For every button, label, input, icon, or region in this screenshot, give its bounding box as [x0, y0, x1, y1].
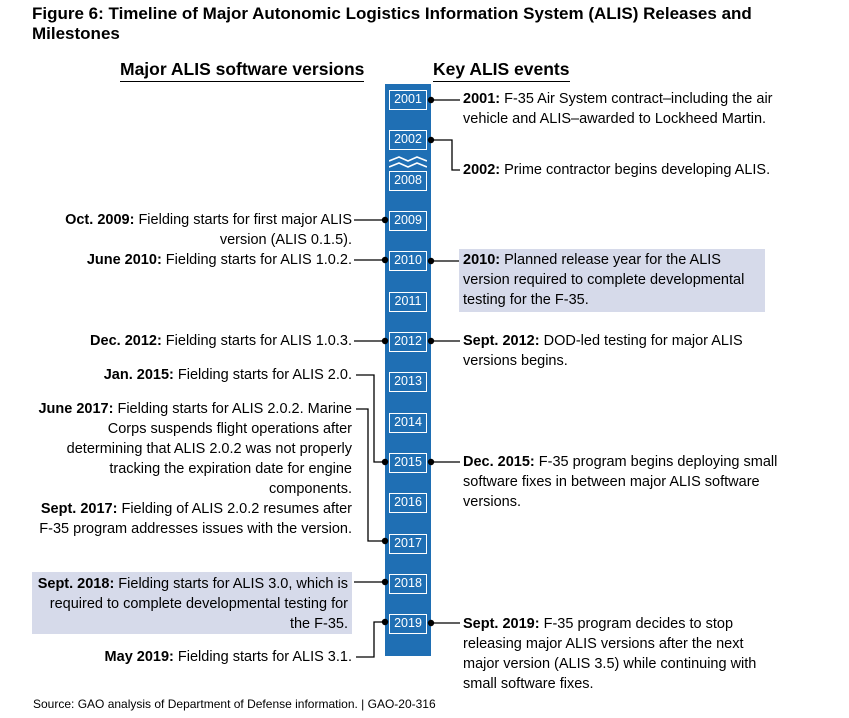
source-note: Source: GAO analysis of Department of Defense information. | GAO-20-316	[33, 697, 436, 711]
year-2010: 2010	[389, 251, 427, 271]
right-event-sept-2019: Sept. 2019: F-35 program decides to stop releasing major ALIS versions after the next major version (ALIS 3.5) while continuing with small software fixes.	[463, 616, 757, 692]
dot-2010-left	[382, 257, 388, 263]
year-2016: 2016	[389, 493, 427, 513]
year-2001: 2001	[389, 90, 427, 110]
year-2009: 2009	[389, 211, 427, 231]
right-column-header: Key ALIS events	[433, 59, 570, 82]
dot-2015-left	[382, 459, 388, 465]
left-event-sept-2017: Sept. 2017: Fielding of ALIS 2.0.2 resumes after F-35 program addresses issues with the version.	[39, 501, 352, 537]
dot-2009-left	[382, 217, 388, 223]
right-event-sept-2012: Sept. 2012: DOD-led testing for major ALIS versions begins.	[463, 333, 743, 369]
left-event-may-2019: May 2019: Fielding starts for ALIS 3.1.	[104, 649, 352, 665]
left-event-june-2017: June 2017: Fielding starts for ALIS 2.0.2. Marine Corps suspends flight operations after determining that ALIS 2.0.2 was not properly tracking the expiration date for engine components.	[38, 401, 352, 497]
year-2017: 2017	[389, 534, 427, 554]
year-2008: 2008	[389, 171, 427, 191]
dot-2010-right	[428, 258, 434, 264]
dot-2015-right	[428, 459, 434, 465]
dot-2012-left	[382, 338, 388, 344]
dot-2019-left	[382, 619, 388, 625]
right-event-2002: 2002: Prime contractor begins developing ALIS.	[463, 162, 771, 178]
left-event-sept-2018: Sept. 2018: Fielding starts for ALIS 3.0, which is required to complete developmental testing for the F-35.	[32, 572, 352, 634]
left-event-dec-2012: Dec. 2012: Fielding starts for ALIS 1.0.3.	[90, 333, 352, 349]
right-event-dec-2015: Dec. 2015: F-35 program begins deploying small software fixes in between major ALIS software versions.	[463, 454, 778, 510]
dot-2018-left	[382, 579, 388, 585]
year-2014: 2014	[389, 413, 427, 433]
year-2011: 2011	[389, 292, 427, 312]
right-event-2001: 2001: F-35 Air System contract–including the air vehicle and ALIS–awarded to Lockheed Martin.	[463, 91, 773, 127]
right-event-2010: 2010: Planned release year for the ALIS version required to complete developmental testing for the F-35.	[459, 249, 765, 312]
figure-title: Figure 6: Timeline of Major Autonomic Logistics Information System (ALIS) Releases and Milestones	[32, 4, 752, 43]
year-2018: 2018	[389, 574, 427, 594]
left-event-june-2010: June 2010: Fielding starts for ALIS 1.0.2.	[86, 252, 352, 268]
left-event-oct-2009: Oct. 2009: Fielding starts for first major ALIS version (ALIS 0.1.5).	[65, 212, 352, 248]
year-2012: 2012	[389, 332, 427, 352]
year-2019: 2019	[389, 614, 427, 634]
dot-2017-left	[382, 538, 388, 544]
dot-2012-right	[428, 338, 434, 344]
year-2015: 2015	[389, 453, 427, 473]
left-column-header: Major ALIS software versions	[120, 59, 364, 82]
left-event-jan-2015: Jan. 2015: Fielding starts for ALIS 2.0.	[103, 367, 352, 383]
dot-2019-right	[428, 620, 434, 626]
year-2013: 2013	[389, 372, 427, 392]
dot-2001	[428, 97, 434, 103]
dot-2002	[428, 137, 434, 143]
year-2002: 2002	[389, 130, 427, 150]
